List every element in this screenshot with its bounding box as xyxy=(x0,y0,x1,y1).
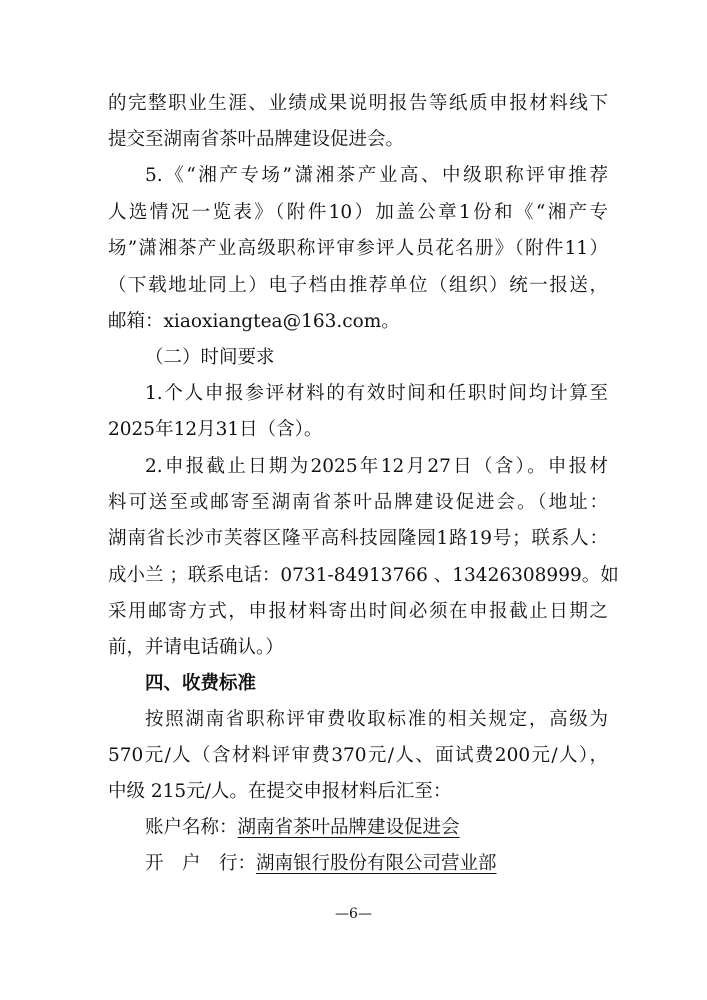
paragraph-line: 5.《“湘产专场”潇湘茶产业高、中级职称评审推荐 xyxy=(145,165,608,186)
paragraph-line: 按照湖南省职称评审费收取标准的相关规定，高级为 xyxy=(145,709,608,730)
paragraph-line: 提交至湖南省茶叶品牌建设促进会。 xyxy=(108,129,405,150)
bank-row xyxy=(145,852,608,876)
fee-line: 570元/人（含材料评审费370元/人、面试费200元/人）， xyxy=(108,745,608,766)
paragraph-line: 的完整职业生涯、业绩成果说明报告等纸质申报材料线下 xyxy=(108,93,608,114)
page-number: —6— xyxy=(335,906,372,922)
paragraph-line: 采用邮寄方式，申报材料寄出时间必须在申报截止日期之 xyxy=(108,601,608,622)
paragraph-line: 1.个人申报参评材料的有效时间和任职时间均计算至 xyxy=(145,383,608,404)
paragraph-line: 人选情况一览表》（附件10）加盖公章1份和《“湘产专 xyxy=(108,202,608,223)
section-heading: 四、收费标准 xyxy=(145,673,257,694)
paragraph-line: 2.申报截止日期为2025年12月27日（含）。申报材 xyxy=(145,456,608,477)
address-line: 湖南省长沙市芙蓉区隆平高科技园隆园1路19号；联系人： xyxy=(108,528,608,549)
paragraph-line: 前，并请电话确认。） xyxy=(108,637,284,658)
paragraph-line: 2025年12月31日（含）。 xyxy=(108,419,323,440)
account-name-label: 账户名称： xyxy=(145,817,238,838)
contact-line: 成小兰 ；联系电话：0731-84913766 、13426308999。如 xyxy=(108,565,619,586)
bank-value: 湖南银行股份有限公司营业部 xyxy=(256,853,497,874)
email-line: 邮箱：xiaoxiangtea@163.com。 xyxy=(108,311,400,332)
paragraph-line: （下载地址同上）电子档由推荐单位（组织）统一报送， xyxy=(108,275,608,296)
paragraph-line: 中级 215元/人。在提交申报材料后汇至： xyxy=(108,781,452,802)
paragraph-line: 料可送至或邮寄至湖南省茶叶品牌建设促进会。（地址： xyxy=(108,492,608,513)
section-subheading: （二）时间要求 xyxy=(145,347,275,368)
paragraph-line: 场”潇湘茶产业高级职称评审参评人员花名册》（附件11） xyxy=(108,238,608,259)
account-name-value: 湖南省茶叶品牌建设促进会 xyxy=(237,817,460,838)
account-name-row xyxy=(145,816,608,840)
bank-label: 开 户 行： xyxy=(145,853,257,874)
